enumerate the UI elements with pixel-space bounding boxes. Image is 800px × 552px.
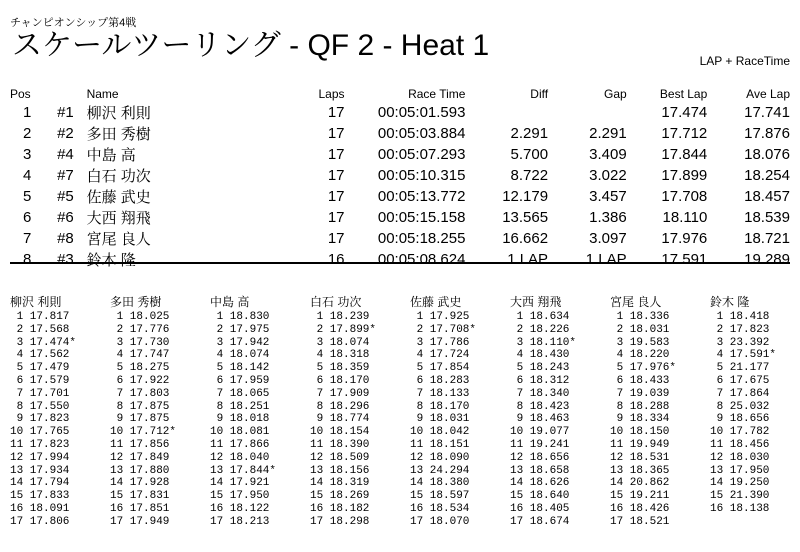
table-row [10,207,790,228]
result-ave-lap: 18.539 [744,209,790,226]
lap-time-entry: 5 17.976* [610,362,677,375]
result-gap: 1 LAP [585,251,627,268]
lap-times-driver: 中島 高 [210,295,250,309]
lap-time-entry: 7 18.065 [210,387,270,400]
result-pos: 8 [22,251,32,268]
result-diff: 1 LAP [507,251,549,268]
lap-time-entry: 16 17.851 [110,502,170,515]
lap-time-entry: 13 24.294 [410,464,470,477]
lap-time-entry: 12 17.994 [10,451,70,464]
lap-time-entry: 16 18.534 [410,502,470,515]
lap-time-entry: 8 18.296 [310,400,370,413]
result-driver-name: 多田 秀樹 [86,126,151,143]
lap-time-entry: 8 18.251 [210,400,270,413]
table-row [10,186,790,207]
lap-time-entry: 4 18.318 [310,349,370,362]
result-best-lap: 17.844 [661,146,708,163]
lap-time-entry: 5 18.275 [110,362,170,375]
lap-time-entry: 13 17.880 [110,464,170,477]
lap-time-entry: 9 18.334 [610,413,670,426]
result-car-number: #1 [57,104,74,121]
lap-time-entry: 10 17.782 [710,426,770,439]
lap-time-entry: 11 18.456 [710,438,770,451]
lap-time-entry: 5 17.479 [10,362,70,375]
table-row [10,249,790,270]
result-gap: 2.291 [589,125,627,142]
result-laps: 17 [327,209,345,226]
result-gap: 1.386 [589,209,627,226]
lap-time-entry: 7 18.340 [510,387,570,400]
table-row [10,123,790,144]
col-header-ave-lap: Ave Lap [746,87,790,101]
lap-time-entry: 12 18.509 [310,451,370,464]
results-header-row [10,86,790,102]
result-car-number: #8 [57,230,74,247]
col-header-laps: Laps [318,87,345,101]
lap-time-entry: 6 17.959 [210,374,270,387]
lap-time-entry: 16 18.405 [510,502,570,515]
result-ave-lap: 18.457 [744,188,790,205]
result-gap: 3.097 [589,230,627,247]
result-race-time: 00:05:13.772 [377,188,466,205]
result-laps: 17 [327,104,345,121]
lap-time-entry: 6 18.312 [510,374,570,387]
lap-times-driver: 白石 功次 [310,295,362,309]
event-subtitle: チャンピオンシップ第4戦 [10,17,137,29]
result-laps: 17 [327,125,345,142]
lap-time-entry: 3 17.730 [110,336,170,349]
lap-time-entry: 17 17.949 [110,515,170,528]
lap-time-entry: 11 17.866 [210,438,270,451]
result-best-lap: 17.708 [661,188,708,205]
result-race-time: 00:05:18.255 [377,230,466,247]
lap-time-entry: 11 19.241 [510,438,570,451]
result-car-number: #4 [57,146,74,163]
lap-time-entry: 15 21.390 [710,490,770,503]
lap-time-entry: 6 17.579 [10,374,70,387]
result-pos: 5 [22,188,32,205]
lap-time-entry: 2 17.708* [410,323,477,336]
lap-time-entry: 14 19.250 [710,477,770,490]
lap-time-entry: 9 17.875 [110,413,170,426]
lap-times-driver: 多田 秀樹 [110,295,162,309]
result-car-number: #5 [57,188,74,205]
lap-time-entry: 14 18.319 [310,477,370,490]
result-pos: 7 [22,230,32,247]
result-best-lap: 17.591 [661,251,708,268]
lap-time-entry: 11 19.949 [610,438,670,451]
lap-time-entry: 3 17.786 [410,336,470,349]
result-driver-name: 中島 高 [86,147,136,164]
result-car-number: #3 [57,251,74,268]
lap-time-entry: 16 18.122 [210,502,270,515]
lap-time-entry: 1 18.025 [110,311,170,323]
lap-time-entry: 2 17.899* [310,323,377,336]
lap-time-entry: 8 25.032 [710,400,770,413]
lap-time-entry: 3 19.583 [610,336,670,349]
result-diff: 16.662 [502,230,549,247]
result-pos: 4 [22,167,32,184]
lap-time-entry: 7 17.803 [110,387,170,400]
lap-time-entry: 15 17.833 [10,490,70,503]
lap-time-entry: 15 18.269 [310,490,370,503]
lap-time-entry: 6 17.922 [110,374,170,387]
lap-time-entry: 15 19.211 [610,490,670,503]
lap-time-entry: 13 18.658 [510,464,570,477]
lap-time-entry: 9 18.463 [510,413,570,426]
result-laps: 17 [327,167,345,184]
result-pos: 2 [22,125,32,142]
lap-time-entry: 4 18.220 [610,349,670,362]
report-type-label: LAP + RaceTime [699,54,790,68]
result-best-lap: 17.712 [661,125,708,142]
lap-time-entry: 17 18.674 [510,515,570,528]
lap-times-driver: 佐藤 武史 [410,295,462,309]
lap-time-entry: 16 18.138 [710,502,770,515]
result-race-time: 00:05:10.315 [377,167,466,184]
lap-time-entry: 1 18.418 [710,311,770,323]
lap-time-entry: 12 18.656 [510,451,570,464]
result-driver-name: 佐藤 武史 [86,189,151,206]
lap-time-entry: 1 18.336 [610,311,670,323]
lap-time-entry: 2 17.823 [710,323,770,336]
lap-time-entry: 5 18.142 [210,362,270,375]
col-header-best-lap: Best Lap [659,87,708,101]
lap-time-entry: 17 18.213 [210,515,270,528]
result-race-time: 00:05:15.158 [377,209,466,226]
lap-time-entry: 9 17.823 [10,413,70,426]
lap-time-entry: 7 17.909 [310,387,370,400]
lap-times-driver: 宮尾 良人 [610,295,662,309]
lap-time-entry: 7 19.039 [610,387,670,400]
lap-time-entry: 15 17.831 [110,490,170,503]
result-ave-lap: 18.254 [744,167,790,184]
result-laps: 17 [327,146,345,163]
table-row [10,144,790,165]
lap-time-entry: 2 17.975 [210,323,270,336]
table-row [10,165,790,186]
lap-time-entry: 14 17.928 [110,477,170,490]
lap-time-entry: 5 21.177 [710,362,770,375]
lap-time-entry: 7 17.701 [10,387,70,400]
lap-time-entry: 6 18.283 [410,374,470,387]
result-laps: 16 [327,251,345,268]
lap-time-entry: 11 17.823 [10,438,70,451]
lap-time-entry: 11 18.151 [410,438,470,451]
lap-time-entry: 2 18.226 [510,323,570,336]
result-diff: 2.291 [510,125,549,142]
results-table [10,86,790,270]
result-driver-name: 白石 功次 [86,168,151,185]
result-pos: 6 [22,209,32,226]
lap-time-entry: 8 18.423 [510,400,570,413]
result-ave-lap: 18.721 [744,230,790,247]
result-race-time: 00:05:08.624 [377,251,466,268]
lap-time-entry: 17 18.521 [610,515,670,528]
lap-time-entry: 13 17.934 [10,464,70,477]
lap-time-entry: 3 18.074 [310,336,370,349]
result-diff: 8.722 [510,167,549,184]
lap-time-entry: 4 17.562 [10,349,70,362]
lap-times-driver: 柳沢 利則 [10,295,62,309]
result-ave-lap: 18.076 [744,146,790,163]
lap-time-entry: 10 18.042 [410,426,470,439]
lap-time-entry: 14 18.380 [410,477,470,490]
result-driver-name: 宮尾 良人 [86,231,151,248]
lap-time-entry: 9 18.656 [710,413,770,426]
col-header-pos: Pos [10,87,31,101]
lap-time-entry: 5 18.243 [510,362,570,375]
lap-time-entry: 12 18.030 [710,451,770,464]
lap-time-entry: 2 18.031 [610,323,670,336]
result-diff: 5.700 [510,146,549,163]
lap-time-entry: 14 18.626 [510,477,570,490]
lap-time-entry: 14 17.921 [210,477,270,490]
lap-time-entry: 6 18.170 [310,374,370,387]
result-gap [548,102,627,123]
lap-time-entry: 4 18.074 [210,349,270,362]
lap-time-entry: 10 17.765 [10,426,70,439]
result-pos: 1 [22,104,32,121]
result-ave-lap: 17.876 [744,125,790,142]
lap-time-entry: 10 18.081 [210,426,270,439]
lap-time-entry: 13 17.844* [210,464,277,477]
lap-time-entry: 1 18.239 [310,311,370,323]
result-car-number: #2 [57,125,74,142]
lap-time-entry: 16 18.426 [610,502,670,515]
lap-time-entry: 7 17.864 [710,387,770,400]
lap-time-entry: 7 18.133 [410,387,470,400]
lap-time-entry: 17 18.298 [310,515,370,528]
section-divider [10,262,790,264]
lap-time-entry: 12 18.531 [610,451,670,464]
result-car-number: #6 [57,209,74,226]
lap-time-entry: 15 18.640 [510,490,570,503]
lap-time-entry: 9 18.031 [410,413,470,426]
result-driver-name: 柳沢 利則 [86,105,151,122]
col-header-gap: Gap [603,87,627,101]
lap-time-entry: 9 18.774 [310,413,370,426]
lap-time-entry: 2 17.776 [110,323,170,336]
lap-time-entry: 4 18.430 [510,349,570,362]
lap-time-entry: 12 17.849 [110,451,170,464]
lap-time-entry: 17 18.070 [410,515,470,528]
result-laps: 17 [327,188,345,205]
lap-time-entry: 4 17.724 [410,349,470,362]
result-car-number: #7 [57,167,74,184]
lap-time-entry: 1 17.817 [10,311,70,323]
lap-time-entry: 10 17.712* [110,426,177,439]
col-header-race-time: Race Time [408,87,466,101]
lap-time-entry: 15 18.597 [410,490,470,503]
lap-time-entry: 13 17.950 [710,464,770,477]
result-best-lap: 17.899 [661,167,708,184]
result-driver-name: 大西 翔飛 [86,210,151,227]
result-diff [465,102,548,123]
result-gap: 3.022 [589,167,627,184]
table-row [10,102,790,123]
result-diff: 13.565 [502,209,549,226]
lap-time-entry: 11 18.390 [310,438,370,451]
lap-time-entry: 12 18.040 [210,451,270,464]
lap-time-entry: 12 18.090 [410,451,470,464]
result-race-time: 00:05:03.884 [377,125,466,142]
result-race-time: 00:05:07.293 [377,146,466,163]
lap-time-entry: 3 18.110* [510,336,577,349]
result-diff: 12.179 [502,188,549,205]
result-race-time: 00:05:01.593 [377,104,466,121]
result-ave-lap: 19.289 [744,251,790,268]
lap-time-entry: 10 18.150 [610,426,670,439]
lap-time-entry: 5 18.359 [310,362,370,375]
result-best-lap: 17.474 [661,104,708,121]
lap-time-entry: 8 18.170 [410,400,470,413]
lap-time-entry: 8 17.875 [110,400,170,413]
result-gap: 3.457 [589,188,627,205]
lap-time-entry: 6 17.675 [710,374,770,387]
lap-time-entry: 3 17.942 [210,336,270,349]
lap-time-entry: 1 18.830 [210,311,270,323]
lap-time-entry: 10 19.077 [510,426,570,439]
result-best-lap: 17.976 [661,230,708,247]
lap-time-entry: 8 18.288 [610,400,670,413]
lap-time-entry: 6 18.433 [610,374,670,387]
lap-time-entry: 3 17.474* [10,336,77,349]
table-row [10,228,790,249]
lap-time-entry: 11 17.856 [110,438,170,451]
col-header-diff: Diff [530,87,549,101]
lap-time-entry: 17 17.806 [10,515,70,528]
lap-time-entry: 9 18.018 [210,413,270,426]
lap-time-entry: 5 17.854 [410,362,470,375]
lap-time-entry: 14 20.862 [610,477,670,490]
lap-time-entry: 16 18.182 [310,502,370,515]
result-best-lap: 18.110 [662,209,708,226]
lap-time-entry: 15 17.950 [210,490,270,503]
lap-time-entry: 4 17.591* [710,349,777,362]
page-title: スケールツーリング - QF 2 - Heat 1 [12,29,490,62]
lap-time-entry: 1 17.925 [410,311,470,323]
lap-time-entry: 2 17.568 [10,323,70,336]
result-pos: 3 [22,146,32,163]
lap-time-entry: 13 18.365 [610,464,670,477]
result-gap: 3.409 [589,146,627,163]
lap-time-entry: 3 23.392 [710,336,770,349]
result-ave-lap: 17.741 [744,104,790,121]
lap-time-entry: 16 18.091 [10,502,70,515]
result-driver-name: 鈴木 隆 [86,252,136,269]
lap-time-entry: 4 17.747 [110,349,170,362]
lap-time-entry: 8 17.550 [10,400,70,413]
col-header-name: Name [86,87,119,101]
result-laps: 17 [327,230,345,247]
col-header-number [44,86,86,102]
lap-times-driver: 大西 翔飛 [510,295,562,309]
lap-time-entry: 10 18.154 [310,426,370,439]
lap-time-entry: 1 18.634 [510,311,570,323]
lap-time-entry: 13 18.156 [310,464,370,477]
lap-times-driver: 鈴木 隆 [710,295,750,309]
lap-time-entry: 14 17.794 [10,477,70,490]
